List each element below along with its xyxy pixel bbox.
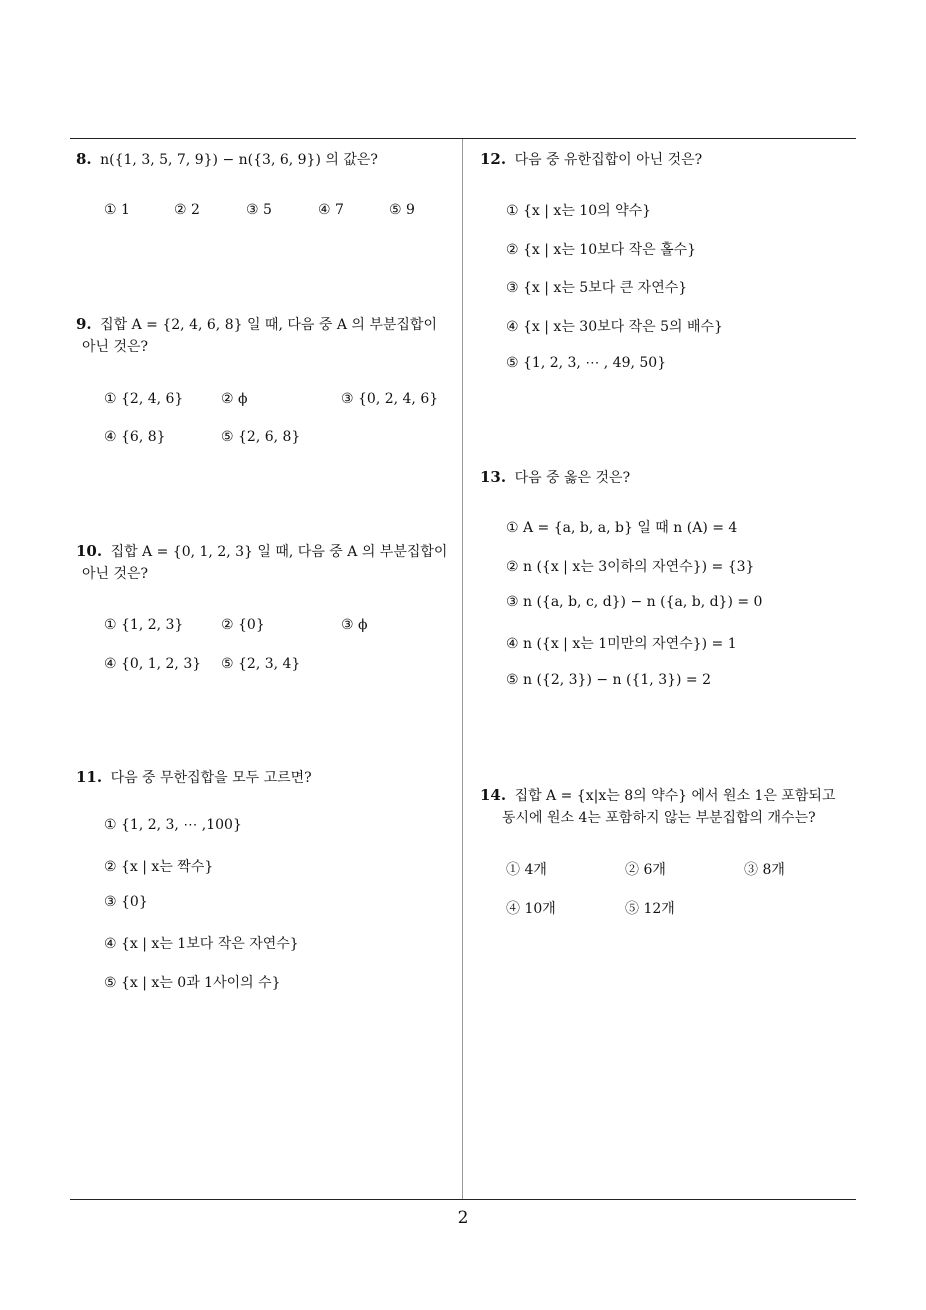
answer-option: ④ {x | x는 1보다 작은 자연수} (104, 936, 299, 952)
answer-option: ② {x | x는 10보다 작은 홀수} (506, 242, 697, 258)
answer-option: ② n ({x | x는 3이하의 자연수}) = {3} (506, 559, 755, 575)
answer-option: ⑤ {2, 6, 8} (221, 429, 301, 445)
question-9 (76, 313, 437, 358)
question-number: 10. (76, 542, 103, 560)
answer-option: ① {2, 4, 6} (104, 391, 184, 407)
answer-option: ① A = {a, b, a, b} 일 때 n (A) = 4 (506, 520, 738, 536)
answer-option: ③ 5 (246, 202, 272, 218)
question-11 (76, 766, 312, 789)
answer-option: ④ {x | x는 30보다 작은 5의 배수} (506, 319, 723, 335)
question-number: 8. (76, 150, 92, 168)
answer-option: ⑤ {2, 3, 4} (221, 656, 301, 672)
question-text: 다음 중 옳은 것은? (514, 470, 631, 486)
top-rule (70, 138, 856, 139)
answer-option: ② 2 (174, 202, 200, 218)
answer-option: ③ {x | x는 5보다 큰 자연수} (506, 280, 688, 296)
answer-option: ⑤ 9 (389, 202, 415, 218)
answer-option: ④ {0, 1, 2, 3} (104, 656, 202, 672)
question-10 (76, 540, 447, 585)
answer-option: ② {0} (221, 617, 265, 633)
answer-option: ① {1, 2, 3, ⋯ ,100} (104, 817, 242, 833)
question-13 (480, 466, 630, 489)
answer-option: ③ ϕ (341, 617, 368, 633)
answer-option: ⑤ 12개 (625, 901, 675, 917)
answer-option: ⑤ n ({2, 3}) − n ({1, 3}) = 2 (506, 672, 712, 688)
answer-option: ④ 10개 (506, 901, 556, 917)
answer-option: ① 1 (104, 202, 130, 218)
question-text: 다음 중 무한집합을 모두 고르면? (110, 770, 312, 786)
question-number: 11. (76, 768, 103, 786)
answer-option: ① {x | x는 10의 약수} (506, 203, 652, 219)
question-number: 12. (480, 150, 507, 168)
question-8 (76, 148, 378, 171)
answer-option: ④ 7 (318, 202, 344, 218)
answer-option: ③ n ({a, b, c, d}) − n ({a, b, d}) = 0 (506, 594, 763, 610)
question-text: 다음 중 유한집합이 아닌 것은? (514, 152, 703, 168)
answer-option: ③ {0} (104, 894, 148, 910)
question-text: 집합 A = {x|x는 8의 약수} 에서 원소 1은 포함되고 (514, 788, 836, 804)
question-text-continued: 아닌 것은? (82, 339, 149, 355)
question-12 (480, 148, 702, 171)
question-text: n({1, 3, 5, 7, 9}) − n({3, 6, 9}) 의 값은? (100, 152, 378, 168)
answer-option: ① 4개 (506, 862, 547, 878)
question-14 (480, 784, 835, 829)
column-divider (462, 139, 463, 1199)
answer-option: ② {x | x는 짝수} (104, 859, 214, 875)
bottom-rule (70, 1199, 856, 1200)
question-number: 9. (76, 315, 92, 333)
question-text: 집합 A = {0, 1, 2, 3} 일 때, 다음 중 A 의 부분집합이 (110, 544, 448, 560)
answer-option: ② ϕ (221, 391, 248, 407)
answer-option: ⑤ {1, 2, 3, ⋯ , 49, 50} (506, 355, 667, 371)
page-number: 2 (457, 1208, 469, 1228)
question-number: 14. (480, 786, 507, 804)
question-text-continued: 동시에 원소 4는 포함하지 않는 부분집합의 개수는? (502, 810, 816, 826)
answer-option: ④ n ({x | x는 1미만의 자연수}) = 1 (506, 636, 737, 652)
answer-option: ⑤ {x | x는 0과 1사이의 수} (104, 975, 281, 991)
answer-option: ② 6개 (625, 862, 666, 878)
answer-option: ④ {6, 8} (104, 429, 166, 445)
question-text-continued: 아닌 것은? (82, 566, 149, 582)
answer-option: ③ {0, 2, 4, 6} (341, 391, 439, 407)
question-number: 13. (480, 468, 507, 486)
question-text: 집합 A = {2, 4, 6, 8} 일 때, 다음 중 A 의 부분집합이 (100, 317, 437, 333)
answer-option: ③ 8개 (744, 862, 785, 878)
answer-option: ① {1, 2, 3} (104, 617, 184, 633)
